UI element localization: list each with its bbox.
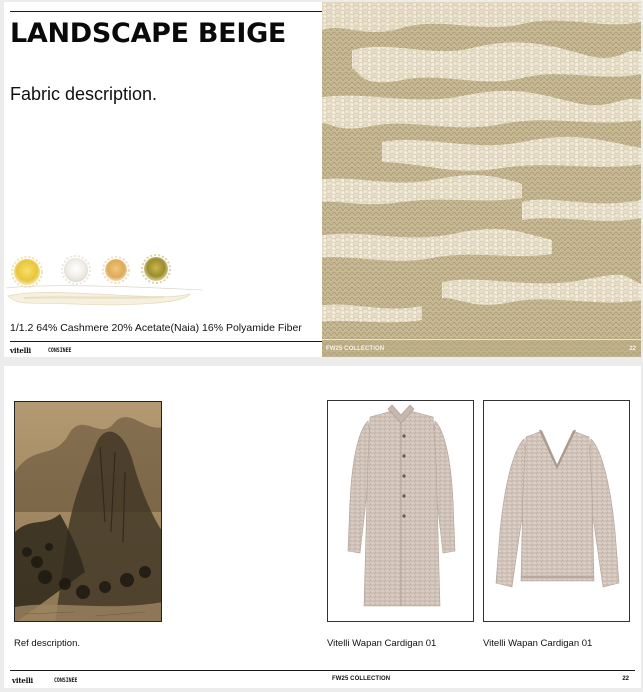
yarn-samples <box>4 246 204 321</box>
yarn-apricot <box>105 259 127 281</box>
footer-page-number: 22 <box>629 346 636 352</box>
ref-caption: Ref description. <box>14 638 81 649</box>
garment-image-long-cardigan <box>327 400 474 622</box>
fabric-description: Fabric description. <box>10 84 158 104</box>
fabric-title: LANDSCAPE BEIGE <box>10 18 287 49</box>
yarn-olive <box>144 257 168 281</box>
brand-logo-vitelli: vitelli <box>12 676 33 685</box>
footer-rule <box>10 670 635 671</box>
footer-page-number: 22 <box>622 676 629 682</box>
garment-caption-1: Vitelli Wapan Cardigan 01 <box>327 638 437 649</box>
fabric-composition: 1/1.2 64% Cashmere 20% Acetate(Naia) 16% Polyamide Fiber <box>10 322 302 334</box>
footer-collection-label: FW25 COLLECTION <box>326 346 385 352</box>
reference-page <box>4 366 641 688</box>
ref-landscape-painting <box>14 401 162 622</box>
footer-collection-label: FW25 COLLECTION <box>332 676 391 682</box>
fabric-swatch-image <box>322 2 641 357</box>
brand-logo-vitelli: vitelli <box>10 346 31 355</box>
brand-logo-consinee: CONSINEE <box>48 346 72 354</box>
garment-image-vneck-sweater <box>483 400 630 622</box>
fabric-page <box>4 2 641 357</box>
top-rule <box>10 11 323 12</box>
yarn-white <box>64 258 88 282</box>
brand-logo-consinee: CONSINEE <box>54 676 78 684</box>
yarn-yellow <box>14 259 40 285</box>
garment-caption-2: Vitelli Wapan Cardigan 01 <box>483 638 593 649</box>
footer-rule <box>10 341 323 342</box>
